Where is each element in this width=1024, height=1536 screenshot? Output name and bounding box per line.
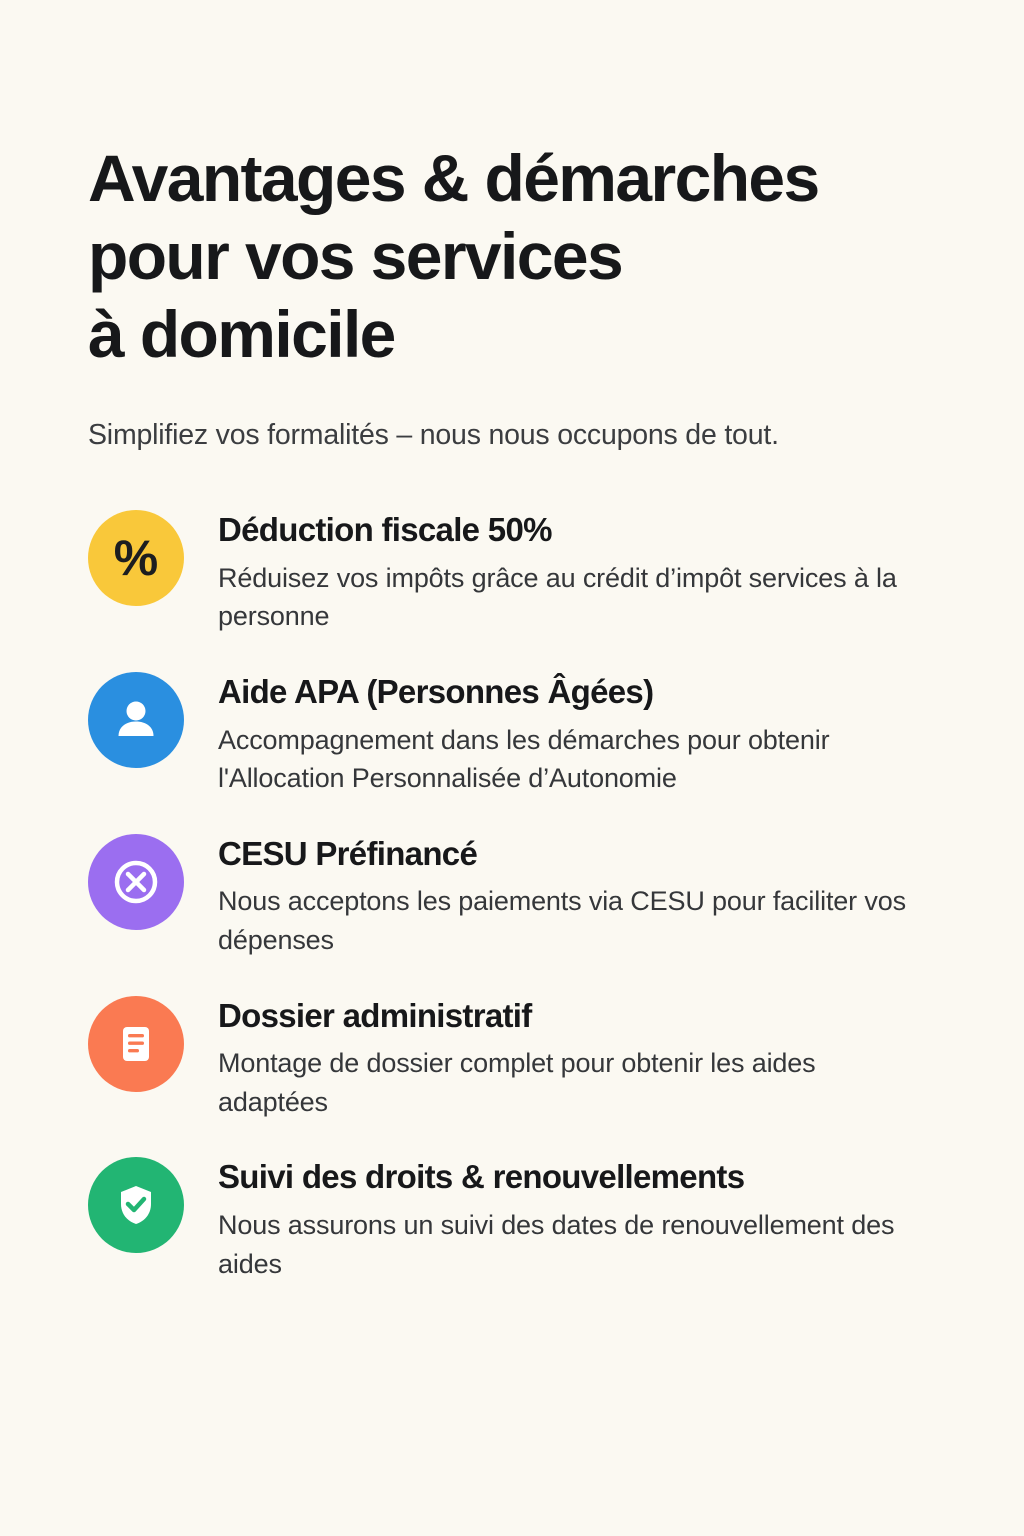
feature-description: Nous assurons un suivi des dates de renouvellement des aides <box>218 1209 895 1279</box>
feature-list <box>88 506 944 1283</box>
feature-description: Accompagnement dans les démarches pour obtenir l'Allocation Personnalisée d’Autonomie <box>218 724 830 794</box>
feature-item-aide-apa <box>88 668 944 798</box>
page-title-line-2: pour vos services <box>88 218 623 293</box>
document-icon <box>88 996 184 1092</box>
feature-text <box>218 506 918 636</box>
feature-description: Nous acceptons les paiements via CESU pour faciliter vos dépenses <box>218 886 906 955</box>
feature-description: Réduisez vos impôts grâce au crédit d’impôt services à la personne <box>218 562 897 632</box>
cesu-circle-x-icon <box>88 834 184 930</box>
page-title-line-3: à domicile <box>88 296 395 371</box>
feature-title: Dossier administratif <box>218 996 532 1034</box>
feature-description: Montage de dossier complet pour obtenir les aides adaptées <box>218 1048 816 1117</box>
feature-text <box>218 830 918 960</box>
percent-glyph: % <box>113 530 159 587</box>
percent-icon <box>88 510 184 606</box>
feature-item-dossier-administratif <box>88 992 944 1122</box>
page-subtitle: Simplifiez vos formalités – nous nous occupons de tout. <box>88 418 779 451</box>
feature-text <box>218 668 918 798</box>
feature-title: Aide APA (Personnes Âgées) <box>218 672 654 710</box>
feature-title: Déduction fiscale 50% <box>218 511 552 549</box>
feature-item-cesu-prefinance <box>88 830 944 960</box>
feature-text <box>218 1153 918 1283</box>
feature-item-deduction-fiscale <box>88 506 944 636</box>
feature-text <box>218 992 918 1122</box>
feature-item-suivi-droits <box>88 1153 944 1283</box>
feature-title: Suivi des droits & renouvellements <box>218 1158 745 1196</box>
feature-title: CESU Préfinancé <box>218 834 478 872</box>
person-icon <box>88 672 184 768</box>
page-title-line-1: Avantages & démarches <box>88 141 819 215</box>
shield-check-icon <box>88 1157 184 1253</box>
page-title <box>88 140 944 374</box>
